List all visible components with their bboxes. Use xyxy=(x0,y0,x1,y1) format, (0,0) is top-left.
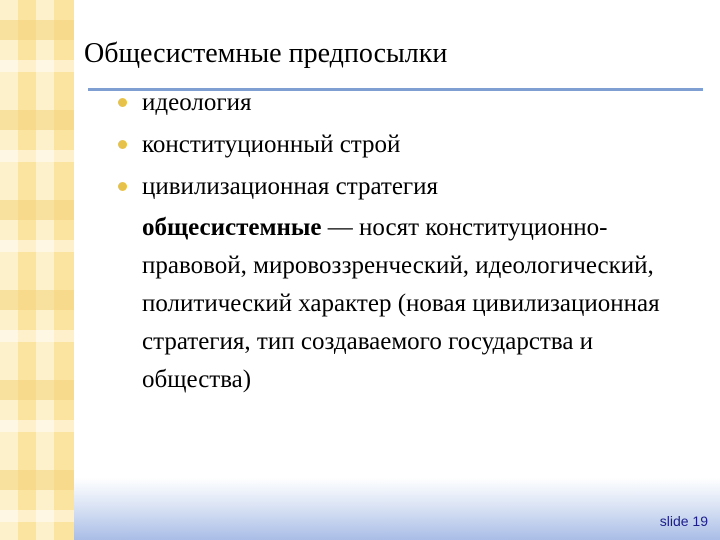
definition-paragraph xyxy=(142,209,702,399)
list-item xyxy=(118,130,698,172)
strip-column-light xyxy=(0,0,18,540)
bold-term: общесистемные xyxy=(142,214,322,241)
strip-band-dark xyxy=(0,290,74,310)
list-item xyxy=(118,88,698,130)
strip-band-dark xyxy=(0,20,74,40)
bullet-text: конституционный строй xyxy=(142,131,401,158)
bullet-text: идеология xyxy=(142,89,252,116)
strip-column-light xyxy=(36,0,54,540)
paragraph-text: — носят конституционно-правовой, мировоззренческий, идеологический, политический характер (новая цивилизационная стратегия, тип создаваемого государства и общества) xyxy=(142,214,660,393)
bullet-text: цивилизационная стратегия xyxy=(142,173,439,200)
strip-band-dark xyxy=(0,380,74,400)
strip-band-dark xyxy=(0,470,74,490)
strip-band-dark xyxy=(0,200,74,220)
footer-gradient-band xyxy=(74,478,720,540)
bullet-dot-icon xyxy=(118,98,127,107)
strip-band-light xyxy=(0,420,74,432)
strip-band-light xyxy=(0,60,74,72)
bullet-list xyxy=(118,88,698,214)
slide-number: slide 19 xyxy=(659,513,708,529)
bullet-dot-icon xyxy=(118,140,127,149)
bullet-dot-icon xyxy=(118,182,127,191)
strip-band-dark xyxy=(0,110,74,130)
slide-title: Общесистемные предпосылки xyxy=(84,38,448,69)
strip-band-light xyxy=(0,150,74,162)
decorative-checkered-strip xyxy=(0,0,74,540)
list-item xyxy=(118,172,698,214)
strip-band-light xyxy=(0,240,74,252)
strip-band-light xyxy=(0,510,74,522)
strip-band-light xyxy=(0,330,74,342)
